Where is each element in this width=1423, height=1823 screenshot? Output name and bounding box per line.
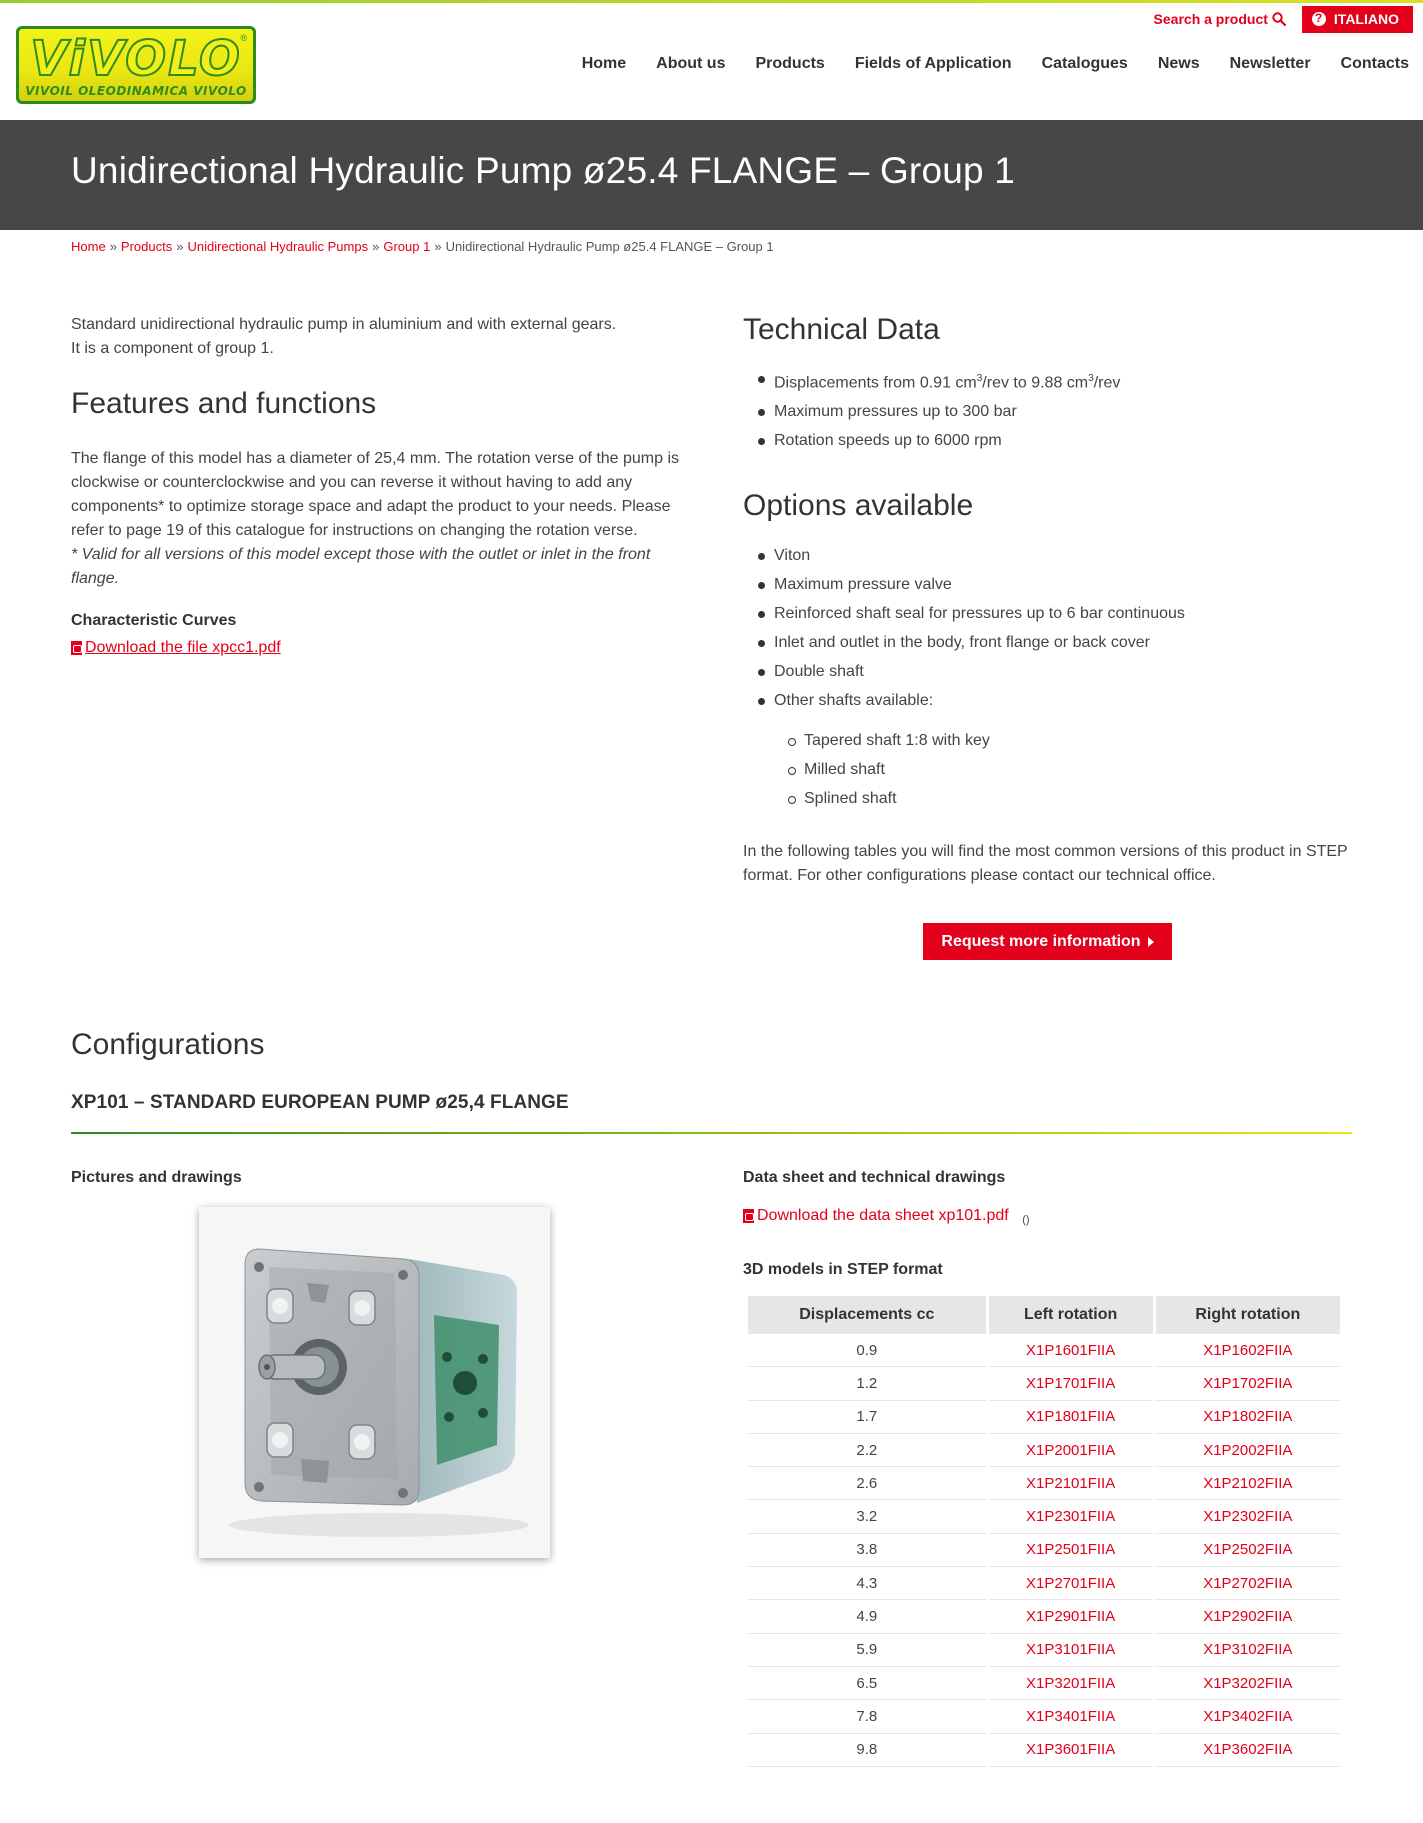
list-item: Rotation speeds up to 6000 rpm (743, 426, 1358, 455)
right-rotation-cell (1156, 1434, 1340, 1467)
shafts-list (773, 726, 1358, 813)
right-rotation-cell (1156, 1700, 1340, 1733)
breadcrumb-separator: » (176, 239, 184, 254)
list-item: Double shaft (743, 657, 1358, 686)
nav-fields-of-application[interactable]: Fields of Application (854, 55, 1012, 72)
datasheet-heading: Data sheet and technical drawings (743, 1169, 1006, 1186)
intro-line-2: It is a component of group 1. (71, 340, 274, 357)
displacement-suffix: /rev (1093, 374, 1121, 392)
datasheet-download (743, 1207, 1030, 1228)
caret-right-icon (1148, 937, 1154, 947)
left-rotation-cell (989, 1667, 1153, 1700)
table-header-row (748, 1296, 1340, 1334)
registered-mark: ® (240, 33, 247, 43)
displacement-cell: 2.6 (748, 1467, 986, 1500)
request-information-button[interactable] (923, 923, 1172, 960)
step-table-body (748, 1334, 1340, 1767)
column-header-left-rotation: Left rotation (989, 1296, 1153, 1334)
displacement-cell: 3.2 (748, 1500, 986, 1533)
left-rotation-cell (989, 1734, 1153, 1767)
site-logo[interactable] (16, 26, 256, 104)
list-item: Tapered shaft 1:8 with key (773, 726, 1358, 755)
utility-links (1154, 6, 1413, 32)
hydraulic-pump-illustration (199, 1207, 550, 1558)
table-row (748, 1567, 1340, 1600)
left-rotation-step-link[interactable]: X1P2101FIIA (1026, 1474, 1116, 1492)
left-rotation-cell (989, 1534, 1153, 1567)
options-heading: Options available (743, 489, 974, 523)
download-datasheet-label: Download the data sheet xp101.pdf (757, 1207, 1009, 1224)
left-rotation-cell (989, 1401, 1153, 1434)
features-heading: Features and functions (71, 387, 377, 420)
right-rotation-step-link[interactable]: X1P2102FIIA (1203, 1474, 1293, 1492)
table-row (748, 1467, 1340, 1500)
list-item: Maximum pressures up to 300 bar (743, 397, 1358, 426)
intro-line-1: Standard unidirectional hydraulic pump in aluminium and with external gears. (71, 316, 617, 333)
left-rotation-step-link[interactable]: X1P3601FIIA (1026, 1741, 1116, 1759)
right-rotation-step-link[interactable]: X1P2502FIIA (1203, 1541, 1293, 1559)
left-rotation-step-link[interactable]: X1P1701FIIA (1026, 1374, 1116, 1392)
logo-subtitle: VIVOIL OLEODINAMICA VIVOLO (25, 84, 247, 98)
search-product-label: Search a product (1153, 11, 1268, 27)
description-column (71, 313, 686, 660)
breadcrumb-products[interactable]: Products (120, 239, 173, 254)
left-rotation-cell (989, 1467, 1153, 1500)
technical-data-list (743, 364, 1358, 455)
options-list (743, 541, 1358, 715)
right-rotation-cell (1156, 1467, 1340, 1500)
table-row (748, 1334, 1340, 1367)
breadcrumb-separator: » (372, 239, 380, 254)
list-item: Milled shaft (773, 755, 1358, 784)
nav-home[interactable]: Home (581, 55, 627, 72)
displacement-cell: 2.2 (748, 1434, 986, 1467)
list-item: Other shafts available: (743, 686, 1358, 715)
logo-wordmark: ViVOLO (30, 31, 242, 87)
table-row (748, 1734, 1340, 1767)
left-rotation-cell (989, 1500, 1153, 1533)
table-row (748, 1367, 1340, 1400)
table-row (748, 1700, 1340, 1733)
right-rotation-step-link[interactable]: X1P3102FIIA (1203, 1641, 1293, 1659)
features-note: * Valid for all versions of this model except those with the outlet or inlet in the front flange. (71, 546, 651, 587)
technical-data-heading: Technical Data (743, 313, 940, 346)
nav-contacts[interactable]: Contacts (1340, 55, 1409, 72)
right-rotation-cell (1156, 1634, 1340, 1667)
nav-newsletter[interactable]: Newsletter (1229, 55, 1311, 72)
list-item (743, 364, 1358, 397)
table-row (748, 1401, 1340, 1434)
displacement-mid: /rev to 9.88 cm (982, 374, 1089, 392)
right-rotation-step-link[interactable]: X1P3402FIIA (1203, 1707, 1293, 1725)
displacement-cell: 3.8 (748, 1534, 986, 1567)
breadcrumb (71, 239, 774, 254)
breadcrumb-separator: » (109, 239, 117, 254)
displacement-cell: 4.3 (748, 1567, 986, 1600)
search-product-link[interactable] (1154, 11, 1286, 27)
right-rotation-cell (1156, 1734, 1340, 1767)
right-rotation-step-link[interactable]: X1P2902FIIA (1203, 1608, 1293, 1626)
language-label: ITALIANO (1333, 11, 1399, 27)
left-rotation-cell (989, 1434, 1153, 1467)
pictures-heading: Pictures and drawings (71, 1169, 242, 1186)
pdf-icon (71, 641, 82, 655)
right-rotation-cell (1156, 1367, 1340, 1400)
left-rotation-step-link[interactable]: X1P2001FIIA (1026, 1441, 1116, 1459)
specs-column (743, 313, 1358, 888)
right-rotation-cell (1156, 1567, 1340, 1600)
right-rotation-cell (1156, 1401, 1340, 1434)
displacement-cell: 1.2 (748, 1367, 986, 1400)
download-count: () (1022, 1214, 1030, 1226)
main-navigation (552, 55, 1409, 73)
download-curves-link[interactable] (71, 639, 281, 657)
displacement-cell: 0.9 (748, 1334, 986, 1367)
right-rotation-step-link[interactable]: X1P3602FIIA (1203, 1741, 1293, 1759)
step-models-heading: 3D models in STEP format (743, 1261, 943, 1278)
request-information-label: Request more information (941, 932, 1141, 950)
left-rotation-step-link[interactable]: X1P2501FIIA (1026, 1541, 1116, 1559)
right-rotation-step-link[interactable]: X1P2702FIIA (1203, 1574, 1293, 1592)
list-item: Reinforced shaft seal for pressures up to 6 bar continuous (743, 599, 1358, 628)
characteristic-curves-heading: Characteristic Curves (71, 612, 237, 629)
table-row (748, 1434, 1340, 1467)
displacement-cell: 4.9 (748, 1600, 986, 1633)
left-rotation-step-link[interactable]: X1P1801FIIA (1026, 1408, 1116, 1426)
breadcrumb-unidirectional-pumps[interactable]: Unidirectional Hydraulic Pumps (187, 239, 369, 254)
displacement-cell: 1.7 (748, 1401, 986, 1434)
table-row (748, 1600, 1340, 1633)
model-title: XP101 – STANDARD EUROPEAN PUMP ø25,4 FLANGE (71, 1092, 569, 1113)
right-rotation-step-link[interactable]: X1P1802FIIA (1203, 1408, 1293, 1426)
superscript: 3 (976, 373, 983, 384)
step-note: In the following tables you will find the most common versions of this product in STEP format. For other configurations please contact our technical office. (743, 843, 1348, 885)
displacement-prefix: Displacements from 0.91 cm (774, 374, 977, 392)
column-header-right-rotation: Right rotation (1156, 1296, 1340, 1334)
nav-news[interactable]: News (1157, 55, 1200, 72)
step-models-table (745, 1296, 1343, 1767)
configurations-heading: Configurations (71, 1028, 265, 1061)
left-rotation-cell (989, 1634, 1153, 1667)
breadcrumb-separator: » (434, 239, 442, 254)
list-item: Splined shaft (773, 784, 1358, 813)
displacement-cell: 6.5 (748, 1667, 986, 1700)
right-rotation-step-link[interactable]: X1P1602FIIA (1203, 1341, 1293, 1359)
language-switch-button[interactable] (1302, 6, 1413, 33)
page-title: Unidirectional Hydraulic Pump ø25.4 FLANGE – Group 1 (71, 150, 1016, 191)
superscript: 3 (1088, 373, 1094, 384)
download-curves-label: Download the file xpcc1.pdf (85, 639, 281, 656)
nav-products[interactable]: Products (755, 55, 825, 72)
right-rotation-step-link[interactable]: X1P2002FIIA (1203, 1441, 1293, 1459)
left-rotation-step-link[interactable]: X1P1601FIIA (1026, 1341, 1116, 1359)
site-header (0, 3, 1423, 120)
right-rotation-step-link[interactable]: X1P1702FIIA (1203, 1374, 1293, 1392)
table-row (748, 1667, 1340, 1700)
right-rotation-cell (1156, 1500, 1340, 1533)
breadcrumb-current: Unidirectional Hydraulic Pump ø25.4 FLANGE – Group 1 (445, 239, 774, 254)
table-row (748, 1634, 1340, 1667)
left-rotation-cell (989, 1367, 1153, 1400)
right-rotation-cell (1156, 1600, 1340, 1633)
table-row (748, 1500, 1340, 1533)
right-rotation-step-link[interactable]: X1P3202FIIA (1203, 1674, 1293, 1692)
displacement-cell: 9.8 (748, 1734, 986, 1767)
pump-image[interactable] (199, 1207, 550, 1558)
displacement-cell: 5.9 (748, 1634, 986, 1667)
left-rotation-cell (989, 1600, 1153, 1633)
left-rotation-step-link[interactable]: X1P3401FIIA (1026, 1707, 1116, 1725)
left-rotation-cell (989, 1334, 1153, 1367)
nav-about-us[interactable]: About us (656, 55, 726, 72)
search-icon (1272, 12, 1286, 26)
left-rotation-step-link[interactable]: X1P2701FIIA (1026, 1574, 1116, 1592)
right-rotation-step-link[interactable]: X1P2302FIIA (1203, 1508, 1293, 1526)
table-row (748, 1534, 1340, 1567)
breadcrumb-home[interactable]: Home (71, 239, 106, 254)
right-rotation-cell (1156, 1334, 1340, 1367)
left-rotation-cell (989, 1700, 1153, 1733)
left-rotation-step-link[interactable]: X1P3201FIIA (1026, 1674, 1116, 1692)
list-item: Inlet and outlet in the body, front flange or back cover (743, 628, 1358, 657)
right-rotation-cell (1156, 1667, 1340, 1700)
right-rotation-cell (1156, 1534, 1340, 1567)
download-datasheet-link[interactable] (743, 1207, 1009, 1225)
displacement-cell: 7.8 (748, 1700, 986, 1733)
left-rotation-cell (989, 1567, 1153, 1600)
left-rotation-step-link[interactable]: X1P2301FIIA (1026, 1508, 1116, 1526)
features-body: The flange of this model has a diameter of 25,4 mm. The rotation verse of the pump is clockwise or counterclockwise and you can reverse it without having to add any components* to optimize storage space and adapt the product to your needs. Please refer to page 19 of this catalogue for instructions on changing the rotation verse. (71, 450, 680, 539)
page-hero (0, 120, 1423, 230)
breadcrumb-group-1[interactable]: Group 1 (383, 239, 431, 254)
globe-icon (1312, 12, 1326, 26)
section-divider (71, 1132, 1352, 1134)
pdf-icon (743, 1209, 754, 1223)
left-rotation-step-link[interactable]: X1P2901FIIA (1026, 1608, 1116, 1626)
nav-catalogues[interactable]: Catalogues (1041, 55, 1128, 72)
list-item: Viton (743, 541, 1358, 570)
left-rotation-step-link[interactable]: X1P3101FIIA (1026, 1641, 1116, 1659)
list-item: Maximum pressure valve (743, 570, 1358, 599)
column-header-displacements: Displacements cc (748, 1296, 986, 1334)
